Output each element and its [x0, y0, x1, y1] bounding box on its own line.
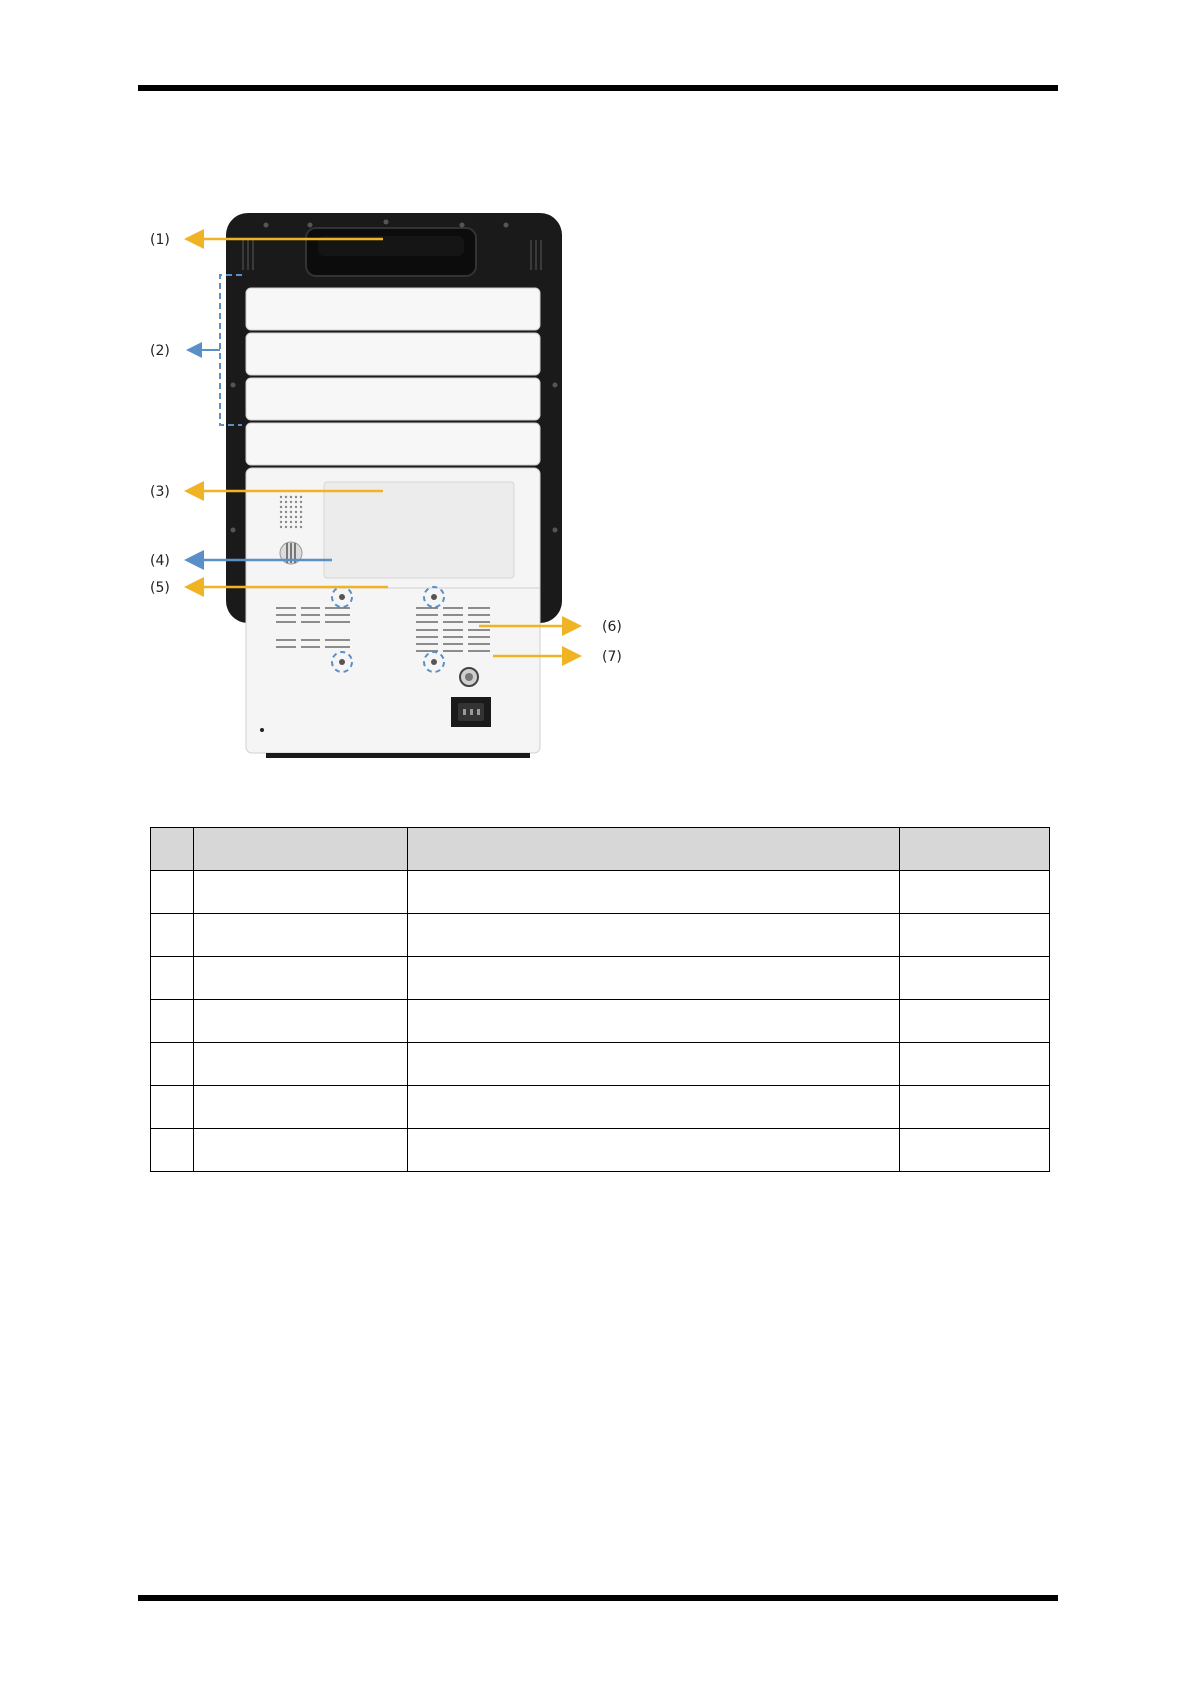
cell-reference [899, 1043, 1049, 1086]
cell-reference [899, 1086, 1049, 1129]
cell-description [408, 871, 900, 914]
module-slot-1 [246, 288, 540, 330]
cell-no [151, 914, 194, 957]
frame-vent-left [242, 240, 254, 270]
table-row [151, 1129, 1050, 1172]
cell-no [151, 871, 194, 914]
table-row [151, 914, 1050, 957]
header-cell-name [194, 828, 408, 871]
device-rear-view-illustration [138, 200, 658, 760]
header-cell-no [151, 828, 194, 871]
module-slot-2 [246, 333, 540, 375]
device-rear-view-figure [138, 200, 658, 760]
table-row [151, 957, 1050, 1000]
cell-name [194, 1086, 408, 1129]
label-area [324, 482, 514, 578]
module-slot-4 [246, 423, 540, 465]
cell-reference [899, 1000, 1049, 1043]
module-slot-3 [246, 378, 540, 420]
device-base [266, 753, 530, 758]
footer-rule [138, 1595, 1058, 1601]
cell-name [194, 1043, 408, 1086]
table-row [151, 1086, 1050, 1129]
header-rule [138, 85, 1058, 91]
table-row [151, 871, 1050, 914]
cell-name [194, 871, 408, 914]
callout-label-1: (1) [150, 232, 170, 248]
cell-no [151, 1129, 194, 1172]
cell-reference [899, 1129, 1049, 1172]
cell-name [194, 1129, 408, 1172]
round-connector [460, 668, 478, 686]
cell-name [194, 1000, 408, 1043]
callout-label-4: (4) [150, 553, 170, 569]
callout-label-6: (6) [602, 619, 622, 635]
cell-no [151, 1000, 194, 1043]
cell-name [194, 914, 408, 957]
table-row [151, 1000, 1050, 1043]
cell-reference [899, 871, 1049, 914]
table-row [151, 1043, 1050, 1086]
cell-description [408, 1000, 900, 1043]
header-cell-reference [899, 828, 1049, 871]
cell-no [151, 1043, 194, 1086]
callout-label-3: (3) [150, 484, 170, 500]
callout-label-5: (5) [150, 580, 170, 596]
table-header-row [151, 828, 1050, 871]
callout-label-7: (7) [602, 649, 622, 665]
cell-description [408, 957, 900, 1000]
frame-vent-right [530, 240, 542, 270]
cell-reference [899, 914, 1049, 957]
cell-description [408, 1129, 900, 1172]
cell-description [408, 1086, 900, 1129]
cell-description [408, 1043, 900, 1086]
cell-no [151, 957, 194, 1000]
cell-no [151, 1086, 194, 1129]
header-cell-description [408, 828, 900, 871]
cell-reference [899, 957, 1049, 1000]
parts-table [150, 827, 1050, 1172]
cell-name [194, 957, 408, 1000]
power-inlet [451, 697, 491, 727]
cell-description [408, 914, 900, 957]
callout-label-2: (2) [150, 343, 170, 359]
